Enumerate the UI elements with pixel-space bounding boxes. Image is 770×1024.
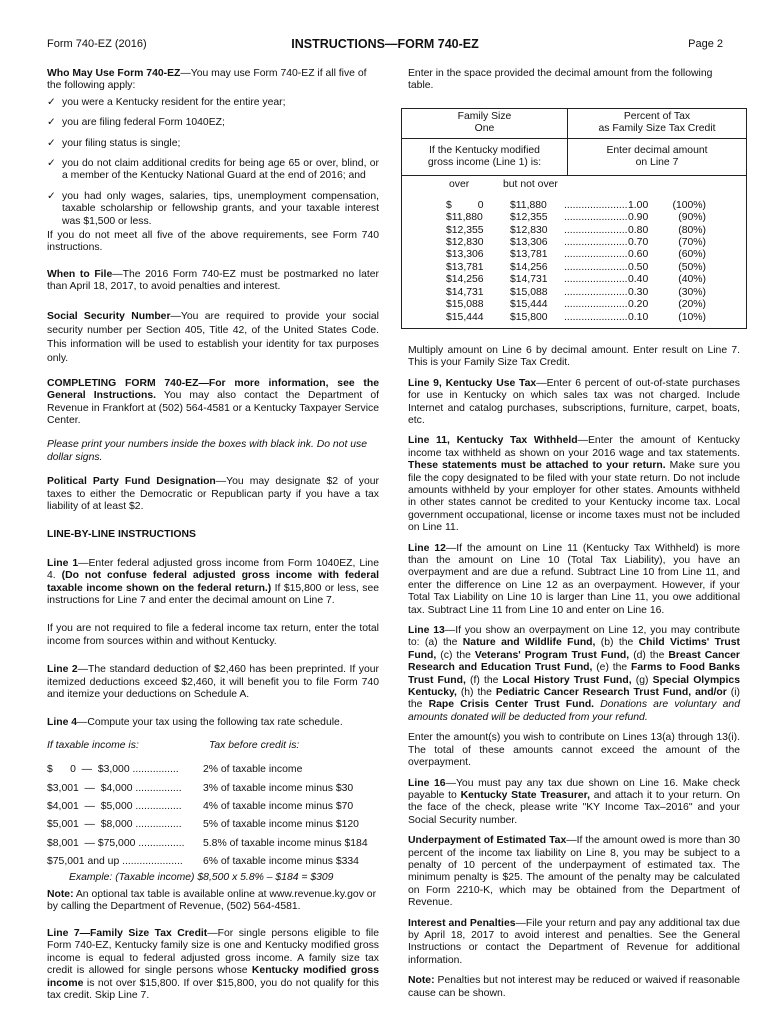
table-cell: 0.30 bbox=[628, 286, 649, 298]
table-cell: $13,306 bbox=[446, 249, 484, 261]
form-id: Form 740-EZ (2016) bbox=[47, 38, 147, 50]
line-11-section: Line 11, Kentucky Tax Withheld—Enter the amount of Kentucky income tax withheld as shown on your 2016 wage and tax statements. These statements must be attached to your return. Make sure you file the copy designated to be filed with your state return. Do not include amounts withheld by your employer for other states. Amounts withheld in other states cannot be credited to your Kentucky income tax. Local government occupational, license or income taxes must not be included on Line 11. bbox=[408, 435, 741, 534]
family-size-table bbox=[401, 108, 747, 329]
table-cell: $14,256 bbox=[510, 261, 548, 273]
table-header: If the Kentucky modified bbox=[429, 144, 540, 156]
multiply-instruction: Multiply amount on Line 6 by decimal amount. Enter result on Line 7. This is your Family Size Tax Credit. bbox=[408, 344, 740, 369]
line-12-section: Line 12—If the amount on Line 11 (Kentucky Tax Withheld) is more than the amount on Line 10 (Total Tax Liability), you have an overpayment and are due a refund. Subtract Line 10 from Line 11, and enter the difference on Line 12 as an overpayment. However, if your Total Tax Liability on Line 10 is larger than Line 11, you owe additional tax. Subtract Line 11 from Line 10 and enter on Line 16. bbox=[408, 542, 740, 616]
requirements-note: If you do not meet all five of the above requirements, see Form 740 instructions. bbox=[47, 230, 379, 254]
page-title: INSTRUCTIONS—FORM 740-EZ bbox=[291, 37, 479, 51]
table-row bbox=[402, 200, 746, 212]
table-header-row bbox=[402, 139, 746, 177]
table-row bbox=[402, 237, 746, 249]
table-cell: 0.80 bbox=[628, 224, 649, 236]
table-cell: $14,731 bbox=[446, 286, 484, 298]
table-row bbox=[402, 225, 746, 237]
line-4-section: Line 4—Compute your tax using the following tax rate schedule. bbox=[47, 717, 343, 729]
table-cell: $15,444 bbox=[446, 311, 484, 323]
table-row: $75,001 and up ..................... 6% of taxable income minus $334 bbox=[47, 856, 359, 868]
table-cell: $15,800 bbox=[510, 311, 548, 323]
table-subheader: over but not over bbox=[449, 179, 558, 191]
list-item: ✓ you were a Kentucky resident for the entire year; bbox=[47, 96, 286, 108]
table-cell: $12,355 bbox=[510, 212, 548, 224]
table-cell: $13,781 bbox=[446, 261, 484, 273]
table-row: $5,001 — $8,000 ................ 5% of taxable income minus $120 bbox=[47, 819, 359, 831]
table-header-row bbox=[402, 109, 746, 139]
table-cell: (20%) bbox=[678, 299, 706, 311]
table-cell: 0.40 bbox=[628, 274, 649, 286]
table-row: $ 0 — $3,000 ................ 2% of taxable income bbox=[47, 764, 303, 776]
table-cell: 0.10 bbox=[628, 311, 649, 323]
table-cell: (80%) bbox=[678, 224, 706, 236]
line-13-section: Line 13—If you show an overpayment on Line 12, you may contribute to: (a) the Nature and Wildlife Fund, (b) the Child Victims' Trust Fund, (c) the Veterans' Program Trust Fund, (d) the Breast Cancer Research and Education Trust Fund, (e) the Farms to Food Banks Trust Fund, (f) the Local History Trust Fund, (g) Special Olympics Kentucky, (h) the Pediatric Cancer Research Trust Fund, and/or (i) the Rape Crisis Center Trust Fund. Donations are voluntary and amounts donated will be deducted from your refund. bbox=[408, 625, 741, 723]
table-cell: 1.00 bbox=[628, 199, 649, 211]
table-row: $8,001 — $75,000 ................ 5.8% of taxable income minus $184 bbox=[47, 837, 368, 849]
page-number: Page 2 bbox=[688, 38, 723, 50]
table-cell: 0.20 bbox=[628, 299, 649, 311]
table-cell: $11,880 bbox=[510, 199, 547, 211]
family-size-rows bbox=[402, 200, 746, 324]
table-cell: 0.60 bbox=[628, 249, 649, 261]
line-by-line-heading: LINE-BY-LINE INSTRUCTIONS bbox=[47, 529, 196, 541]
checkmark-icon: ✓ bbox=[47, 158, 56, 170]
table-cell: $11,880 bbox=[446, 212, 483, 224]
table-cell: $14,256 bbox=[446, 274, 484, 286]
table-cell: $15,088 bbox=[510, 286, 548, 298]
ssn-section: Social Security Number—You are required to provide your social security number per Section 405, Title 42, of the United States Code. This information will be used to establish your identity for tax purposes only. bbox=[47, 310, 379, 364]
dot-leader: ...................... bbox=[564, 286, 628, 298]
checkmark-icon: ✓ bbox=[47, 137, 56, 149]
who-may-use: Who May Use Form 740-EZ—You may use Form 740-EZ if all five of the following apply: bbox=[47, 68, 367, 92]
line-16-section: Line 16—You must pay any tax due shown on Line 16. Make check payable to Kentucky State Treasurer, and attach it to your return. On the face of the check, please write "KY Income Tax–2016" and your Social Security number. bbox=[408, 777, 740, 826]
schedule-header: If taxable income is: Tax before credit is: bbox=[47, 739, 300, 751]
table-cell: $12,830 bbox=[446, 237, 484, 249]
table-cell: (50%) bbox=[678, 261, 706, 273]
dot-leader: ...................... bbox=[564, 224, 628, 236]
tax-rate-schedule bbox=[47, 740, 379, 884]
when-to-file: When to File—The 2016 Form 740-EZ must be postmarked no later than April 18, 2017, to avoid penalties and interest. bbox=[47, 268, 379, 293]
table-header: gross income (Line 1) is: bbox=[427, 157, 542, 169]
table-cell: (100%) bbox=[672, 199, 706, 211]
table-cell: (70%) bbox=[678, 237, 706, 249]
table-cell: $13,781 bbox=[510, 249, 548, 261]
table-row bbox=[402, 212, 746, 224]
dot-leader: ...................... bbox=[564, 274, 628, 286]
table-cell: $ 0 bbox=[446, 199, 484, 211]
table-header: Percent of Tax bbox=[623, 110, 691, 122]
line-2-section: Line 2—The standard deduction of $2,460 has been preprinted. If your itemized deductions exceed $2,460, it will benefit you to file Form 740 and itemize your deductions on Schedule A. bbox=[47, 664, 379, 700]
table-cell: $12,830 bbox=[510, 224, 548, 236]
requirements-list bbox=[47, 97, 379, 228]
table-header: as Family Size Tax Credit bbox=[598, 123, 716, 135]
table-header: One bbox=[474, 123, 495, 135]
underpayment-section: Underpayment of Estimated Tax—If the amount owed is more than 30 percent of the income tax liability on Line 8, you may be subject to a penalty of 10 percent of the underpayment of estimated tax. The minimum penalty is $25. The amount of the penalty may be calculated on Form 2210-K, which may be obtained from the Department of Revenue. bbox=[408, 835, 740, 909]
interest-penalties-section: Interest and Penalties—File your return and pay any additional tax due by April 18, 2017 to avoid interest and penalties. See the General Instructions or contact the Department of Revenue for additional information. bbox=[408, 917, 740, 966]
table-header: on Line 7 bbox=[635, 157, 679, 169]
table-cell: 0.70 bbox=[628, 237, 649, 249]
dot-leader: ...................... bbox=[564, 311, 628, 323]
list-item: ✓ you had only wages, salaries, tips, unemployment compensation, taxable scholarship or fellowship grants, and your taxable interest was $1,500 or less. bbox=[47, 190, 379, 227]
table-cell: $15,444 bbox=[510, 299, 548, 311]
dot-leader: ...................... bbox=[564, 261, 628, 273]
list-item: ✓ you are filing federal Form 1040EZ; bbox=[47, 117, 225, 129]
table-row bbox=[402, 262, 746, 274]
contribution-instruction: Enter the amount(s) you wish to contribute on Lines 13(a) through 13(i). The total of these amounts cannot exceed the amount of the overpayment. bbox=[408, 732, 740, 769]
table-cell: (40%) bbox=[678, 274, 706, 286]
table-row bbox=[402, 287, 746, 299]
table-cell: $15,088 bbox=[446, 299, 484, 311]
line-1-section: Line 1—Enter federal adjusted gross income from Form 1040EZ, Line 4. (Do not confuse federal adjusted gross income with federal taxable income shown on the federal return.) If $15,800 or less, see instructions for Line 7 and enter the decimal amount on Line 7. bbox=[47, 557, 379, 606]
dot-leader: ...................... bbox=[564, 237, 628, 249]
right-column bbox=[408, 68, 740, 1000]
dot-leader: ...................... bbox=[564, 299, 628, 311]
table-cell: 0.50 bbox=[628, 261, 649, 273]
line-9-section: Line 9, Kentucky Use Tax—Enter 6 percent of out-of-state purchases for use in Kentucky on which sales tax was not charged. Include Internet and catalog purchases, subscriptions, furniture, carpet, boats, etc. bbox=[408, 377, 740, 426]
list-item: ✓ your filing status is single; bbox=[47, 137, 181, 149]
table-header: Family Size bbox=[457, 110, 512, 122]
table-row: $3,001 — $4,000 ................ 3% of taxable income minus $30 bbox=[47, 782, 354, 794]
table-cell: (30%) bbox=[678, 286, 706, 298]
page-header bbox=[47, 38, 723, 54]
table-cell: $13,306 bbox=[510, 237, 548, 249]
enter-decimal-instruction: Enter in the space provided the decimal amount from the following table. bbox=[408, 68, 713, 92]
table-cell: (90%) bbox=[678, 212, 706, 224]
print-instruction: Please print your numbers inside the boxes with black ink. Do not use dollar signs. bbox=[47, 439, 367, 463]
table-body bbox=[402, 176, 746, 327]
table-cell: (10%) bbox=[678, 311, 706, 323]
dot-leader: ...................... bbox=[564, 249, 628, 261]
table-row bbox=[402, 299, 746, 311]
checkmark-icon: ✓ bbox=[47, 96, 56, 108]
table-row bbox=[402, 274, 746, 286]
optional-table-note: Note: An optional tax table is available online at www.revenue.ky.gov or by calling the Department of Revenue, (502) 564-4581. bbox=[47, 889, 377, 913]
dot-leader: ...................... bbox=[564, 199, 628, 211]
table-cell: $14,731 bbox=[510, 274, 548, 286]
table-cell: $12,355 bbox=[446, 224, 484, 236]
table-cell: (60%) bbox=[678, 249, 706, 261]
schedule-example: Example: (Taxable income) $8,500 x 5.8% – $184 = $309 bbox=[69, 871, 334, 883]
no-federal-return-note: If you are not required to file a federal income tax return, enter the total income from sources within and without Kentucky. bbox=[47, 623, 379, 647]
party-fund-section: Political Party Fund Designation—You may designate $2 of your taxes to either the Democratic or Republican party if you have a tax liability of at least $2. bbox=[47, 476, 379, 512]
left-column bbox=[47, 68, 379, 1002]
table-row bbox=[402, 249, 746, 261]
completing-section: COMPLETING FORM 740-EZ—For more information, see the General Instructions. You may also contact the Department of Revenue in Frankfort at (502) 564-4581 or a Kentucky Taxpayer Service Center. bbox=[47, 377, 379, 426]
table-row: $4,001 — $5,000 ................ 4% of taxable income minus $70 bbox=[47, 801, 354, 813]
checkmark-icon: ✓ bbox=[47, 190, 56, 202]
list-item: ✓ you do not claim additional credits for being age 65 or over, blind, or a member of the Kentucky National Guard at the end of 2016; and bbox=[47, 158, 379, 182]
table-header: Enter decimal amount bbox=[606, 144, 708, 156]
table-row bbox=[402, 312, 746, 324]
line-7-section: Line 7—Family Size Tax Credit—For single persons eligible to file Form 740-EZ, Kentucky family size is one and Kentucky modified gross income is equal to federal adjusted gross income. A family size tax credit is allowed for single persons whose Kentucky modified gross income is not over $15,800. If over $15,800, you do not qualify for this tax credit. Skip Line 7. bbox=[47, 927, 379, 1001]
checkmark-icon: ✓ bbox=[47, 117, 56, 129]
dot-leader: ...................... bbox=[564, 212, 628, 224]
table-cell: 0.90 bbox=[628, 212, 649, 224]
penalty-waiver-note: Note: Penalties but not interest may be reduced or waived if reasonable cause can be shown. bbox=[408, 975, 740, 999]
